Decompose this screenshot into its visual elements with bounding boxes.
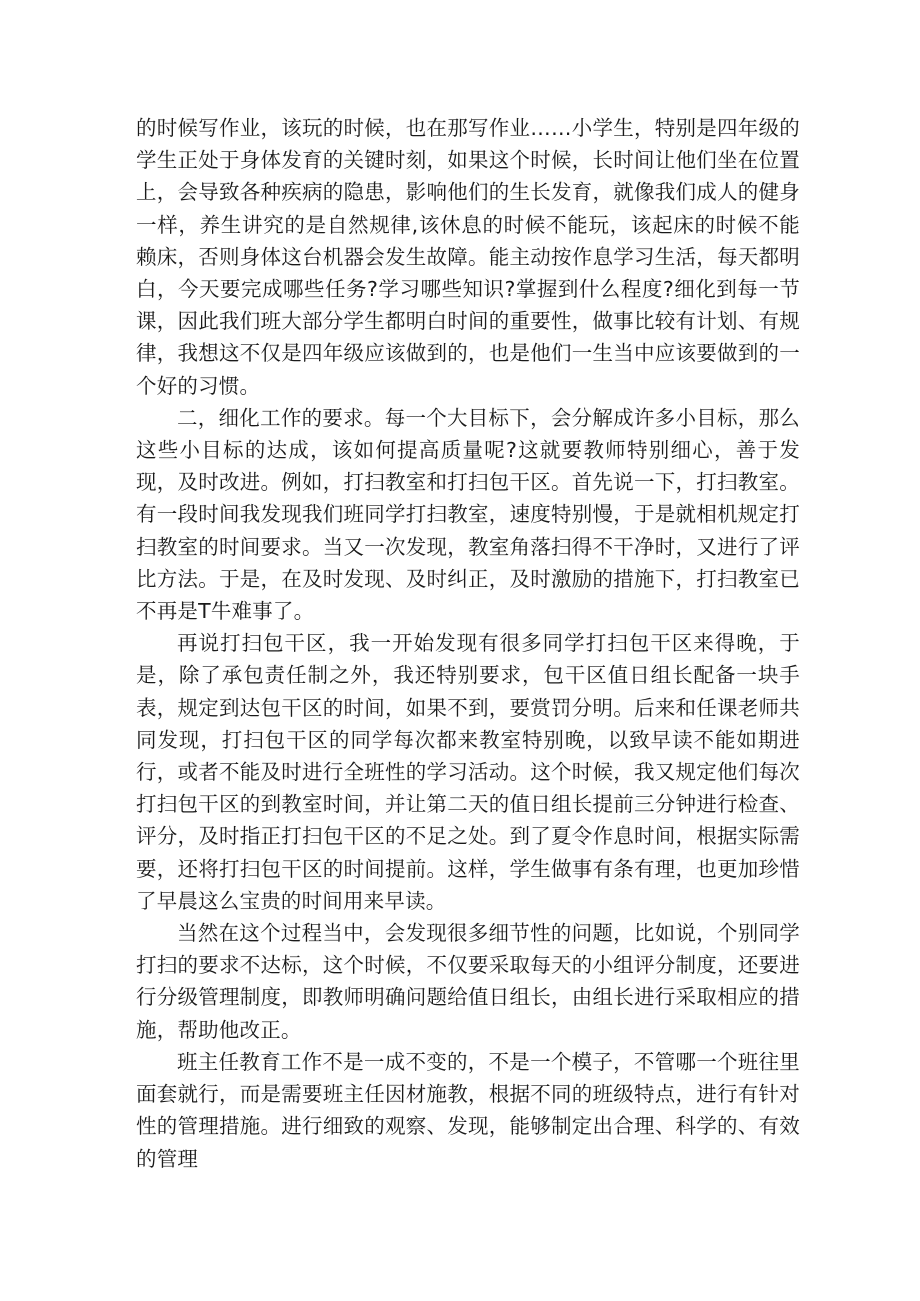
paragraph-5: 班主任教育工作不是一成不变的，不是一个模子，不管哪一个班往里面套就行，而是需要班主任因材施教，根据不同的班级特点，进行有针对性的管理措施。进行细致的观察、发现，能够制定出合理、科学的、有效的管理 <box>136 1049 800 1171</box>
paragraph-3: 再说打扫包干区，我一开始发现有很多同学打扫包干区来得晚，于是，除了承包责任制之外，我还特别要求，包干区值日组长配备一块手表，规定到达包干区的时间，如果不到，要赏罚分明。后来和任课老师共同发现，打扫包干区的同学每次都来教室特别晚，以致早读不能如期进行，或者不能及时进行全班性的学习活动。这个时候，我又规定他们每次打扫包干区的到教室时间，并让第二天的值日组长提前三分钟进行检查、评分，及时指正打扫包干区的不足之处。到了夏令作息时间，根据实际需要，还将打扫包干区的时间提前。这样，学生做事有条有理，也更加珍惜了早晨这么宝贵的时间用来早读。 <box>136 631 800 913</box>
paragraph-2: 二，细化工作的要求。每一个大目标下，会分解成许多小目标，那么这些小目标的达成，该如何提高质量呢?这就要教师特别细心，善于发现，及时改进。例如，打扫教室和打扫包干区。首先说一下，打扫教室。有一段时间我发现我们班同学打扫教室，速度特别慢，于是就相机规定打扫教室的时间要求。当又一次发现，教室角落扫得不干净时，又进行了评比方法。于是，在及时发现、及时纠正，及时激励的措施下，打扫教室已不再是T牛难事了。 <box>136 405 800 624</box>
paragraph-4: 当然在这个过程当中，会发现很多细节性的问题，比如说，个别同学打扫的要求不达标，这个时候，不仅要采取每天的小组评分制度，还要进行分级管理制度，即教师明确问题给值日组长，由组长进行采取相应的措施，帮助他改正。 <box>136 921 800 1042</box>
document-body <box>136 112 800 1175</box>
paragraph-1: 的时候写作业，该玩的时候，也在那写作业……小学生，特别是四年级的学生正处于身体发育的关键时刻，如果这个时候，长时间让他们坐在位置上，会导致各种疾病的隐患，影响他们的生长发育，就像我们成人的健身一样，养生讲究的是自然规律,该休息的时候不能玩，该起床的时候不能赖床，否则身体这台机器会发生故障。能主动按作息学习生活，每天都明白，今天要完成哪些任务?学习哪些知识?掌握到什么程度?细化到每一节课，因此我们班大部分学生都明白时间的重要性，做事比较有计划、有规律，我想这不仅是四年级应该做到的，也是他们一生当中应该要做到的一个好的习惯。 <box>136 116 800 398</box>
